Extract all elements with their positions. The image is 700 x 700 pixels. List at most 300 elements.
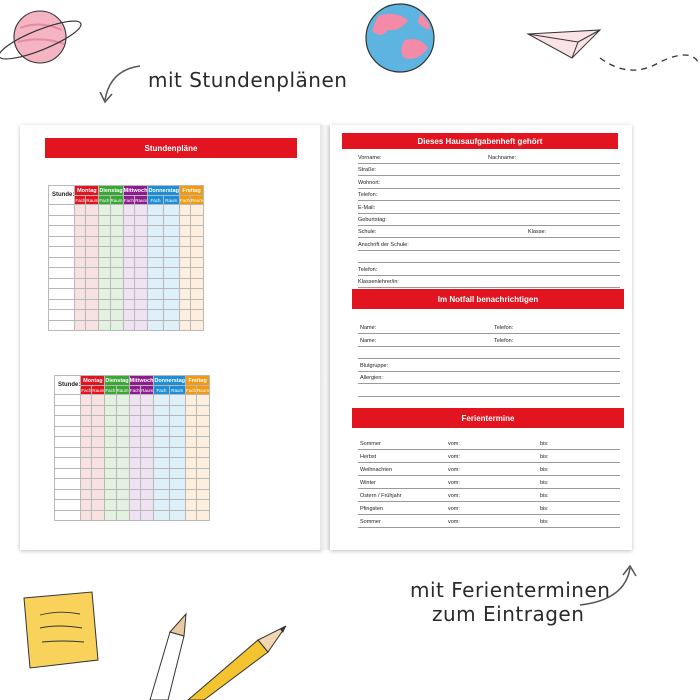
timetable-cell[interactable] <box>135 289 148 300</box>
timetable-cell[interactable] <box>141 447 154 458</box>
timetable-cell[interactable] <box>123 226 134 237</box>
lesson-number-cell[interactable] <box>55 426 81 437</box>
timetable-cell[interactable] <box>154 416 169 427</box>
timetable-cell[interactable] <box>81 479 92 490</box>
timetable-cell[interactable] <box>169 510 185 521</box>
timetable-cell[interactable] <box>99 268 110 279</box>
lesson-number-cell[interactable] <box>49 289 75 300</box>
timetable-cell[interactable] <box>154 426 169 437</box>
emergency-field-line[interactable] <box>358 333 620 334</box>
timetable-cell[interactable] <box>186 468 197 479</box>
timetable-cell[interactable] <box>135 205 148 216</box>
timetable-cell[interactable] <box>81 405 92 416</box>
timetable-cell[interactable] <box>116 405 129 416</box>
timetable-cell[interactable] <box>141 458 154 469</box>
timetable-cell[interactable] <box>180 215 191 226</box>
timetable-cell[interactable] <box>163 247 179 258</box>
timetable-cell[interactable] <box>110 278 123 289</box>
timetable-cell[interactable] <box>92 500 105 511</box>
lesson-number-cell[interactable] <box>55 489 81 500</box>
timetable-cell[interactable] <box>110 310 123 321</box>
timetable-cell[interactable] <box>197 468 210 479</box>
timetable-cell[interactable] <box>105 426 116 437</box>
timetable-cell[interactable] <box>99 299 110 310</box>
owner-field-line[interactable] <box>358 200 620 201</box>
timetable-cell[interactable] <box>148 236 163 247</box>
timetable-cell[interactable] <box>163 226 179 237</box>
timetable-cell[interactable] <box>163 205 179 216</box>
timetable-cell[interactable] <box>141 426 154 437</box>
lesson-number-cell[interactable] <box>55 416 81 427</box>
timetable-cell[interactable] <box>141 395 154 406</box>
timetable-cell[interactable] <box>105 479 116 490</box>
timetable-cell[interactable] <box>154 395 169 406</box>
timetable-cell[interactable] <box>141 405 154 416</box>
timetable-cell[interactable] <box>99 247 110 258</box>
timetable-cell[interactable] <box>169 479 185 490</box>
timetable-cell[interactable] <box>148 278 163 289</box>
lesson-number-cell[interactable] <box>55 479 81 490</box>
timetable-cell[interactable] <box>81 510 92 521</box>
timetable-cell[interactable] <box>123 278 134 289</box>
timetable-cell[interactable] <box>92 479 105 490</box>
timetable-cell[interactable] <box>141 416 154 427</box>
timetable-cell[interactable] <box>92 458 105 469</box>
timetable-cell[interactable] <box>81 447 92 458</box>
timetable-cell[interactable] <box>154 510 169 521</box>
timetable-cell[interactable] <box>105 458 116 469</box>
timetable-cell[interactable] <box>116 510 129 521</box>
owner-field-line[interactable] <box>358 175 620 176</box>
timetable-cell[interactable] <box>191 215 204 226</box>
timetable-cell[interactable] <box>75 205 86 216</box>
lesson-number-cell[interactable] <box>55 500 81 511</box>
timetable-cell[interactable] <box>180 278 191 289</box>
timetable-cell[interactable] <box>141 489 154 500</box>
lesson-number-cell[interactable] <box>49 320 75 331</box>
timetable-cell[interactable] <box>123 205 134 216</box>
timetable-cell[interactable] <box>191 278 204 289</box>
lesson-number-cell[interactable] <box>49 215 75 226</box>
timetable-cell[interactable] <box>186 458 197 469</box>
timetable-cell[interactable] <box>191 226 204 237</box>
timetable-cell[interactable] <box>110 205 123 216</box>
lesson-number-cell[interactable] <box>49 257 75 268</box>
timetable-cell[interactable] <box>86 236 99 247</box>
timetable-cell[interactable] <box>154 447 169 458</box>
timetable-cell[interactable] <box>99 205 110 216</box>
timetable-cell[interactable] <box>81 395 92 406</box>
timetable-cell[interactable] <box>123 236 134 247</box>
holiday-field-line[interactable] <box>358 475 620 476</box>
timetable-cell[interactable] <box>105 437 116 448</box>
timetable-cell[interactable] <box>186 437 197 448</box>
timetable-cell[interactable] <box>163 215 179 226</box>
timetable-cell[interactable] <box>99 278 110 289</box>
timetable-cell[interactable] <box>123 320 134 331</box>
timetable-cell[interactable] <box>116 426 129 437</box>
timetable-cell[interactable] <box>169 458 185 469</box>
timetable-cell[interactable] <box>92 447 105 458</box>
timetable-cell[interactable] <box>154 458 169 469</box>
timetable-cell[interactable] <box>92 437 105 448</box>
emergency-field-line[interactable] <box>358 358 620 359</box>
timetable-cell[interactable] <box>180 205 191 216</box>
timetable-cell[interactable] <box>116 437 129 448</box>
timetable-cell[interactable] <box>197 479 210 490</box>
timetable-cell[interactable] <box>135 226 148 237</box>
timetable-cell[interactable] <box>197 447 210 458</box>
timetable-cell[interactable] <box>163 299 179 310</box>
timetable-cell[interactable] <box>169 468 185 479</box>
timetable-cell[interactable] <box>110 257 123 268</box>
lesson-number-cell[interactable] <box>49 268 75 279</box>
timetable-cell[interactable] <box>75 257 86 268</box>
timetable-cell[interactable] <box>75 215 86 226</box>
timetable-cell[interactable] <box>141 510 154 521</box>
timetable-cell[interactable] <box>116 416 129 427</box>
timetable-cell[interactable] <box>110 247 123 258</box>
timetable-cell[interactable] <box>105 447 116 458</box>
timetable-cell[interactable] <box>123 247 134 258</box>
timetable-cell[interactable] <box>123 310 134 321</box>
timetable-cell[interactable] <box>75 320 86 331</box>
lesson-number-cell[interactable] <box>55 447 81 458</box>
timetable-cell[interactable] <box>169 426 185 437</box>
timetable-cell[interactable] <box>180 247 191 258</box>
timetable-cell[interactable] <box>86 299 99 310</box>
timetable-cell[interactable] <box>81 500 92 511</box>
timetable-cell[interactable] <box>81 489 92 500</box>
timetable-cell[interactable] <box>116 468 129 479</box>
holiday-vom-label: vom: <box>448 454 460 460</box>
timetable-cell[interactable] <box>105 395 116 406</box>
timetable-cell[interactable] <box>86 289 99 300</box>
timetable-cell[interactable] <box>105 405 116 416</box>
timetable-cell[interactable] <box>135 310 148 321</box>
timetable-cell[interactable] <box>163 320 179 331</box>
timetable-cell[interactable] <box>92 405 105 416</box>
timetable-cell[interactable] <box>105 500 116 511</box>
timetable-cell[interactable] <box>186 500 197 511</box>
timetable-cell[interactable] <box>154 405 169 416</box>
timetable-cell[interactable] <box>135 320 148 331</box>
lesson-number-cell[interactable] <box>49 226 75 237</box>
timetable-cell[interactable] <box>186 510 197 521</box>
holiday-name-label: Herbst <box>360 454 377 460</box>
owner-field-line[interactable] <box>358 163 620 164</box>
timetable-cell[interactable] <box>81 468 92 479</box>
timetable-cell[interactable] <box>135 215 148 226</box>
timetable-cell[interactable] <box>86 247 99 258</box>
timetable-cell[interactable] <box>86 268 99 279</box>
timetable-cell[interactable] <box>92 468 105 479</box>
timetable-cell[interactable] <box>116 479 129 490</box>
holiday-field-line[interactable] <box>358 501 620 502</box>
timetable-cell[interactable] <box>135 268 148 279</box>
timetable-cell[interactable] <box>110 299 123 310</box>
lesson-number-cell[interactable] <box>55 405 81 416</box>
timetable-cell[interactable] <box>169 405 185 416</box>
timetable-cell[interactable] <box>86 310 99 321</box>
timetable-cell[interactable] <box>154 437 169 448</box>
timetable-cell[interactable] <box>186 405 197 416</box>
timetable-cell[interactable] <box>110 215 123 226</box>
timetable-cell[interactable] <box>154 479 169 490</box>
timetable-cell[interactable] <box>123 289 134 300</box>
lesson-number-cell[interactable] <box>55 395 81 406</box>
timetable-cell[interactable] <box>169 416 185 427</box>
timetable-cell[interactable] <box>154 500 169 511</box>
timetable-cell[interactable] <box>129 426 140 437</box>
timetable-cell[interactable] <box>148 257 163 268</box>
holiday-field-line[interactable] <box>358 488 620 489</box>
owner-field-line[interactable] <box>358 262 620 263</box>
holiday-name-label: Pfingsten <box>360 506 383 512</box>
timetable-cell[interactable] <box>148 215 163 226</box>
lesson-number-cell[interactable] <box>55 437 81 448</box>
timetable-cell[interactable] <box>180 226 191 237</box>
lesson-number-cell[interactable] <box>49 205 75 216</box>
timetable-cell[interactable] <box>129 458 140 469</box>
timetable-cell[interactable] <box>180 236 191 247</box>
timetable-cell[interactable] <box>154 489 169 500</box>
timetable-cell[interactable] <box>92 426 105 437</box>
timetable-cell[interactable] <box>191 310 204 321</box>
timetable-cell[interactable] <box>123 268 134 279</box>
timetable-cell[interactable] <box>180 299 191 310</box>
timetable-cell[interactable] <box>135 257 148 268</box>
lesson-number-cell[interactable] <box>49 299 75 310</box>
sub-header-raum: Raum <box>110 197 123 203</box>
timetable-cell[interactable] <box>110 226 123 237</box>
timetable-cell[interactable] <box>129 437 140 448</box>
timetable-cell[interactable] <box>169 437 185 448</box>
timetable-cell[interactable] <box>141 479 154 490</box>
timetable-cell[interactable] <box>191 257 204 268</box>
timetable-cell[interactable] <box>148 310 163 321</box>
timetable-cell[interactable] <box>75 299 86 310</box>
timetable-cell[interactable] <box>197 405 210 416</box>
emergency-field-line[interactable] <box>358 383 620 384</box>
owner-field-line[interactable] <box>358 225 620 226</box>
timetable-cell[interactable] <box>163 268 179 279</box>
emergency-field-line[interactable] <box>358 396 620 397</box>
timetable-cell[interactable] <box>163 257 179 268</box>
timetable-cell[interactable] <box>116 500 129 511</box>
timetable-cell[interactable] <box>135 236 148 247</box>
timetable-cell[interactable] <box>141 468 154 479</box>
timetable-cell[interactable] <box>169 489 185 500</box>
timetable-cell[interactable] <box>129 489 140 500</box>
timetable-cell[interactable] <box>110 268 123 279</box>
timetable-cell[interactable] <box>191 268 204 279</box>
holiday-field-line[interactable] <box>358 514 620 515</box>
timetable-cell[interactable] <box>92 489 105 500</box>
holiday-field-line[interactable] <box>358 527 620 528</box>
globe-illustration <box>366 4 434 72</box>
timetable-cell[interactable] <box>129 395 140 406</box>
emergency-field-line[interactable] <box>358 371 620 372</box>
timetable-cell[interactable] <box>105 489 116 500</box>
timetable-cell[interactable] <box>129 447 140 458</box>
stunde-header: Stunde: <box>55 376 81 395</box>
timetable-cell[interactable] <box>191 205 204 216</box>
timetable-cell[interactable] <box>86 226 99 237</box>
timetable-cell[interactable] <box>99 236 110 247</box>
timetable-cell[interactable] <box>105 416 116 427</box>
timetable-cell[interactable] <box>99 215 110 226</box>
timetable-cell[interactable] <box>129 500 140 511</box>
timetable-cell[interactable] <box>116 395 129 406</box>
owner-field-line[interactable] <box>358 188 620 189</box>
timetable-cell[interactable] <box>197 489 210 500</box>
timetable-cell[interactable] <box>99 257 110 268</box>
timetable-cell[interactable] <box>186 489 197 500</box>
notfall-telefon1-label: Telefon: <box>494 325 514 331</box>
timetable-cell[interactable] <box>75 278 86 289</box>
timetable-cell[interactable] <box>75 247 86 258</box>
timetable-cell[interactable] <box>169 395 185 406</box>
timetable-cell[interactable] <box>129 416 140 427</box>
owner-field-line[interactable] <box>358 275 620 276</box>
timetable-cell[interactable] <box>99 310 110 321</box>
lesson-number-cell[interactable] <box>55 510 81 521</box>
nachname-label: Nachname: <box>488 155 517 161</box>
timetable-cell[interactable] <box>86 320 99 331</box>
timetable-cell[interactable] <box>99 289 110 300</box>
timetable-cell[interactable] <box>110 320 123 331</box>
holiday-field-line[interactable] <box>358 449 620 450</box>
owner-field-line[interactable] <box>358 237 620 238</box>
timetable-cell[interactable] <box>197 426 210 437</box>
timetable-cell[interactable] <box>163 289 179 300</box>
timetable-cell[interactable] <box>186 416 197 427</box>
timetable-cell[interactable] <box>75 268 86 279</box>
timetable-cell[interactable] <box>197 395 210 406</box>
timetable-cell[interactable] <box>135 278 148 289</box>
timetable-cell[interactable] <box>123 257 134 268</box>
timetable-cell[interactable] <box>186 479 197 490</box>
timetable-cell[interactable] <box>163 310 179 321</box>
timetable-cell[interactable] <box>197 510 210 521</box>
timetable-cell[interactable] <box>191 236 204 247</box>
timetable-cell[interactable] <box>180 268 191 279</box>
timetable-cell[interactable] <box>123 215 134 226</box>
timetable-cell[interactable] <box>135 299 148 310</box>
timetable-cell[interactable] <box>148 320 163 331</box>
timetable-cell[interactable] <box>186 395 197 406</box>
timetable-cell[interactable] <box>75 289 86 300</box>
timetable-cell[interactable] <box>75 226 86 237</box>
timetable-cell[interactable] <box>92 416 105 427</box>
timetable-cell[interactable] <box>81 416 92 427</box>
emergency-field-line[interactable] <box>358 346 620 347</box>
timetable-cell[interactable] <box>123 299 134 310</box>
lesson-number-cell[interactable] <box>49 278 75 289</box>
timetable-cell[interactable] <box>163 236 179 247</box>
timetable-cell[interactable] <box>105 468 116 479</box>
timetable-cell[interactable] <box>75 310 86 321</box>
lesson-number-cell[interactable] <box>49 310 75 321</box>
timetable-cell[interactable] <box>110 236 123 247</box>
timetable-cell[interactable] <box>86 215 99 226</box>
lesson-number-cell[interactable] <box>55 458 81 469</box>
timetable-cell[interactable] <box>148 226 163 237</box>
timetable-cell[interactable] <box>180 320 191 331</box>
timetable-cell[interactable] <box>180 257 191 268</box>
owner-field-line[interactable] <box>358 213 620 214</box>
timetable-cell[interactable] <box>129 468 140 479</box>
timetable-cell[interactable] <box>75 236 86 247</box>
timetable-cell[interactable] <box>191 289 204 300</box>
timetable-cell[interactable] <box>148 289 163 300</box>
timetable-cell[interactable] <box>129 510 140 521</box>
timetable-cell[interactable] <box>169 447 185 458</box>
timetable-cell[interactable] <box>92 510 105 521</box>
timetable-cell[interactable] <box>99 320 110 331</box>
timetable-cell[interactable] <box>180 310 191 321</box>
timetable-cell[interactable] <box>116 489 129 500</box>
timetable-cell[interactable] <box>180 289 191 300</box>
sub-header-fach: Fach <box>99 197 110 203</box>
timetable-cell[interactable] <box>197 416 210 427</box>
timetable-cell[interactable] <box>163 278 179 289</box>
timetable-cell[interactable] <box>197 437 210 448</box>
timetable-cell[interactable] <box>141 500 154 511</box>
timetable-cell[interactable] <box>86 205 99 216</box>
timetable-cell[interactable] <box>99 226 110 237</box>
lesson-number-cell[interactable] <box>49 236 75 247</box>
owner-field-line[interactable] <box>358 250 620 251</box>
timetable-cell[interactable] <box>148 205 163 216</box>
timetable-cell[interactable] <box>197 500 210 511</box>
holiday-field-line[interactable] <box>358 462 620 463</box>
timetable-cell[interactable] <box>129 405 140 416</box>
timetable-cell[interactable] <box>141 437 154 448</box>
timetable-cell[interactable] <box>105 510 116 521</box>
timetable-cell[interactable] <box>116 458 129 469</box>
sub-header-raum: Raum <box>141 387 154 393</box>
timetable-cell[interactable] <box>81 437 92 448</box>
owner-field-line[interactable] <box>358 287 620 288</box>
timetable-cell[interactable] <box>129 479 140 490</box>
timetable-cell[interactable] <box>148 268 163 279</box>
sub-header-raum: Raum <box>163 196 179 205</box>
lesson-number-cell[interactable] <box>49 247 75 258</box>
timetable-cell[interactable] <box>148 247 163 258</box>
timetable-cell[interactable] <box>154 468 169 479</box>
timetable-cell[interactable] <box>169 500 185 511</box>
left-page <box>20 125 322 550</box>
timetable-cell[interactable] <box>116 447 129 458</box>
timetable-cell[interactable] <box>81 426 92 437</box>
timetable-cell[interactable] <box>191 247 204 258</box>
timetable-cell[interactable] <box>148 299 163 310</box>
timetable-cell[interactable] <box>81 458 92 469</box>
timetable-cell[interactable] <box>186 447 197 458</box>
lesson-number-cell[interactable] <box>55 468 81 479</box>
timetable-cell[interactable] <box>191 299 204 310</box>
timetable-cell[interactable] <box>197 458 210 469</box>
timetable-cell[interactable] <box>191 320 204 331</box>
timetable-cell[interactable] <box>86 278 99 289</box>
timetable-cell[interactable] <box>186 426 197 437</box>
timetable-cell[interactable] <box>135 247 148 258</box>
timetable-cell[interactable] <box>110 289 123 300</box>
timetable-cell[interactable] <box>92 395 105 406</box>
timetable-cell[interactable] <box>86 257 99 268</box>
